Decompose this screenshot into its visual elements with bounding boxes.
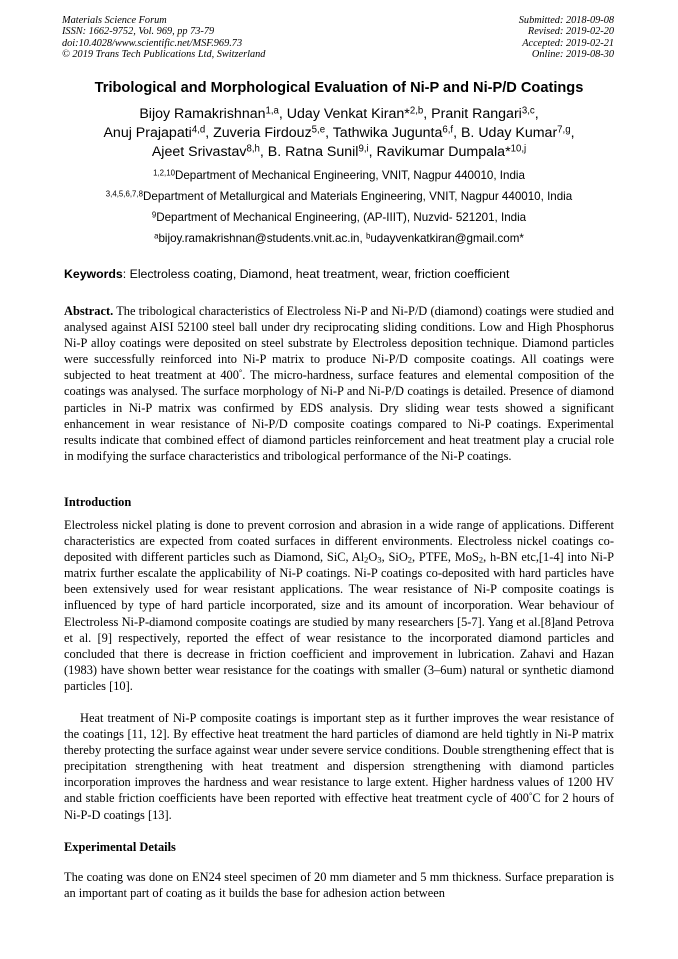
author-name: Ajeet Srivastav [151, 144, 247, 160]
author-sup: 5,e [311, 124, 326, 136]
affiliation-sup: 9 [151, 210, 157, 220]
email-address: bijoy.ramakrishnan@students.vnit.ac.in, [158, 232, 363, 245]
email-sup: a [154, 231, 159, 241]
abstract-text: The tribological characteristics of Electroless Ni-P and Ni-P/D (diamond) coatings were studied and analysed against AISI 52100 steel ball under dry reciprocating sliding conditions. Low and High Phosphorus Ni-P alloy coatings were deposited on steel substrate by Electroless deposition technique. Diamond particles were successfully reinforced into Ni-P matrix to produce Ni-P/D composite coatings. All coatings were subjected to heat treatment at 400 [64, 304, 614, 383]
author-sup: 2,b [409, 105, 424, 117]
affiliation-sup: 3,4,5,6,7,8 [105, 189, 143, 199]
body-text: , PTFE, MoS [412, 550, 479, 565]
subscript: 3 [377, 554, 382, 565]
publication-dates [519, 15, 614, 61]
body-text: O [368, 550, 378, 565]
degree-symbol: ° [528, 790, 533, 801]
affiliation-3 [40, 211, 638, 224]
author-name: Anuj Prajapati [103, 125, 192, 141]
abstract-label: Abstract. [64, 304, 114, 318]
body-text: C for 2 hours of Ni-P-D coatings [13]. [64, 791, 615, 822]
subscript: 2 [364, 554, 369, 565]
author-name: Bijoy Ramakrishnan [139, 106, 266, 122]
author-sup: 1,a [265, 105, 279, 117]
affiliation-sup: 1,2,10 [153, 168, 175, 178]
experimental-heading: Experimental Details [64, 840, 176, 854]
email-line [40, 232, 638, 245]
body-text: , h-BN etc,[1-4] into Ni-P matrix further escalate the applicability of Ni-P coatings. Ni-P coatings co-deposited with hard particles have been extensively used for wear resistant applications. The wear resistance of Ni-P composite coatings is influenced by type of hard particle incorporated, size and its amount of incorporation. Wear behaviour of Electroless Ni-P-diamond composite coatings are studied by many researchers [5-7]. Yang et al.[8]and Petrova et al. [9] respectively, reported the effect of wear resistance to the incorporated diamond particles and concluded that there is decrease in friction coefficient and improvement in lubrication. Zahavi and Hazan (1983) have shown better wear resistance for the coatings with smaller (3–6um) natural or synthetic diamond particles [10]. [64, 550, 615, 693]
submitted-date: Submitted: 2018-09-08 [518, 15, 614, 26]
subscript: 2 [478, 554, 484, 565]
affiliation-1 [40, 169, 638, 182]
author-sup: 10,j [510, 143, 527, 155]
affiliation-text: Department of Mechanical Engineering, (AP-IIIT), Nuzvid- 521201, India [156, 211, 527, 224]
email-sup: b [365, 231, 371, 241]
experimental-paragraph-1: The coating was done on EN24 steel specimen of 20 mm diameter and 5 mm thickness. Surface preparation is an important part of coating as it builds the base for adhesion action between [64, 870, 614, 901]
online-date: Online: 2019-08-30 [531, 49, 614, 61]
affiliation-2 [40, 190, 638, 203]
body-text: , SiO [381, 550, 408, 565]
affiliation-text: Department of Mechanical Engineering, VNIT, Nagpur 440010, India [174, 169, 525, 182]
author-sup: 3,c [521, 105, 535, 117]
author-name: Ravikumar Dumpala* [376, 144, 511, 160]
introduction-paragraph-2 [64, 710, 614, 823]
keywords [64, 267, 509, 281]
body-text: Heat treatment of Ni-P composite coatings is important step as it further improves the wear resistance of the coatings [11, 12]. By effective heat treatment the hard particles of diamond are held tightly in Ni-P matrix thereby protecting the surface against wear under severe service conditions. Double strengthening effect that is precipitation strengthening with heat treatment and dispersion strengthening with diamond particles incorporation improves the hardness and wear resistance to large extent. Higher hardness values of 1200 HV and stable friction coefficients have been reported with effective heat treatment cycle of 400 [64, 711, 614, 806]
subscript: 2 [407, 554, 412, 565]
author-sup: 8,h [246, 143, 260, 155]
email-address: udayvenkatkiran@gmail.com* [370, 232, 524, 245]
affiliation-text: Department of Metallurgical and Materials Engineering, VNIT, Nagpur 440010, India [143, 190, 573, 203]
degree-symbol: ° [238, 367, 243, 378]
abstract-text: . The micro-hardness, surface features and elemental composition of the coatings was analysed. The surface morphology of Ni-P and Ni-P/D coatings is detailed. Presence of diamond particles in Ni-P matrix was confirmed by EDS analysis. Dry sliding wear tests showed a significant enhancement in wear resistance of Ni-P/D composite coatings compared to Ni-P coatings. Experimental results indicate that combined effect of diamond particles reinforcement and heat treatment play a crucial role in modifying the surface characteristics and tribological performance of the Ni-P coatings. [64, 368, 614, 463]
author-sup: 6,f [442, 124, 454, 136]
copyright-line: © 2019 Trans Tech Publications Ltd, Switzerland [62, 49, 266, 61]
keywords-text: : Electroless coating, Diamond, heat treatment, wear, friction coefficient [122, 267, 510, 281]
paper-title: Tribological and Morphological Evaluation of Ni-P and Ni-P/D Coatings [94, 80, 584, 96]
author-sup: 9,i [358, 143, 369, 155]
author-name: B. Uday Kumar [460, 125, 558, 141]
doi-line: doi:10.4028/www.scientific.net/MSF.969.73 [62, 37, 243, 49]
introduction-heading: Introduction [64, 495, 132, 509]
author-line-2: Anuj Prajapati$^{4,d}$, Zuveria Firdouz$^{5,e}$, Tathwika Jugunta$^{6,f}$, B. Uday Kumar$^{7,g}$, [103, 124, 575, 141]
issn-line: ISSN: 1662-9752, Vol. 969, pp 73-79 [62, 26, 215, 38]
author-name: Uday Venkat Kiran* [286, 106, 410, 122]
author-sup: 4,d [191, 124, 206, 136]
keywords-label: Keywords [64, 267, 123, 281]
author-line-3: Ajeet Srivastav$^{8,h}$, B. Ratna Sunil$^{9,i}$, Ravikumar Dumpala*$^{10,j}$ [151, 143, 527, 160]
journal-info [62, 15, 265, 61]
abstract [64, 303, 614, 464]
author-name: Tathwika Jugunta [332, 125, 443, 141]
author-name: Pranit Rangari [431, 106, 522, 122]
journal-name: Materials Science Forum [62, 15, 167, 26]
author-sup: 7,g [557, 124, 571, 136]
revised-date: Revised: 2019-02-20 [527, 26, 614, 38]
author-name: B. Ratna Sunil [267, 144, 359, 160]
body-text: Electroless nickel plating is done to prevent corrosion and abrasion in a wide range of applications. Different characteristics are expected from coated surfaces in different environments. Electroless nickel coatings co-deposited with different particles such as Diamond, SiC, Al [64, 518, 614, 565]
author-line-1: Bijoy Ramakrishnan$^{1,a}$, Uday Venkat Kiran*$^{2,b}$, Pranit Rangari$^{3,c}$, [139, 105, 539, 122]
author-name: Zuveria Firdouz [213, 125, 312, 141]
accepted-date: Accepted: 2019-02-21 [522, 37, 614, 49]
introduction-paragraph-1 [64, 517, 614, 694]
